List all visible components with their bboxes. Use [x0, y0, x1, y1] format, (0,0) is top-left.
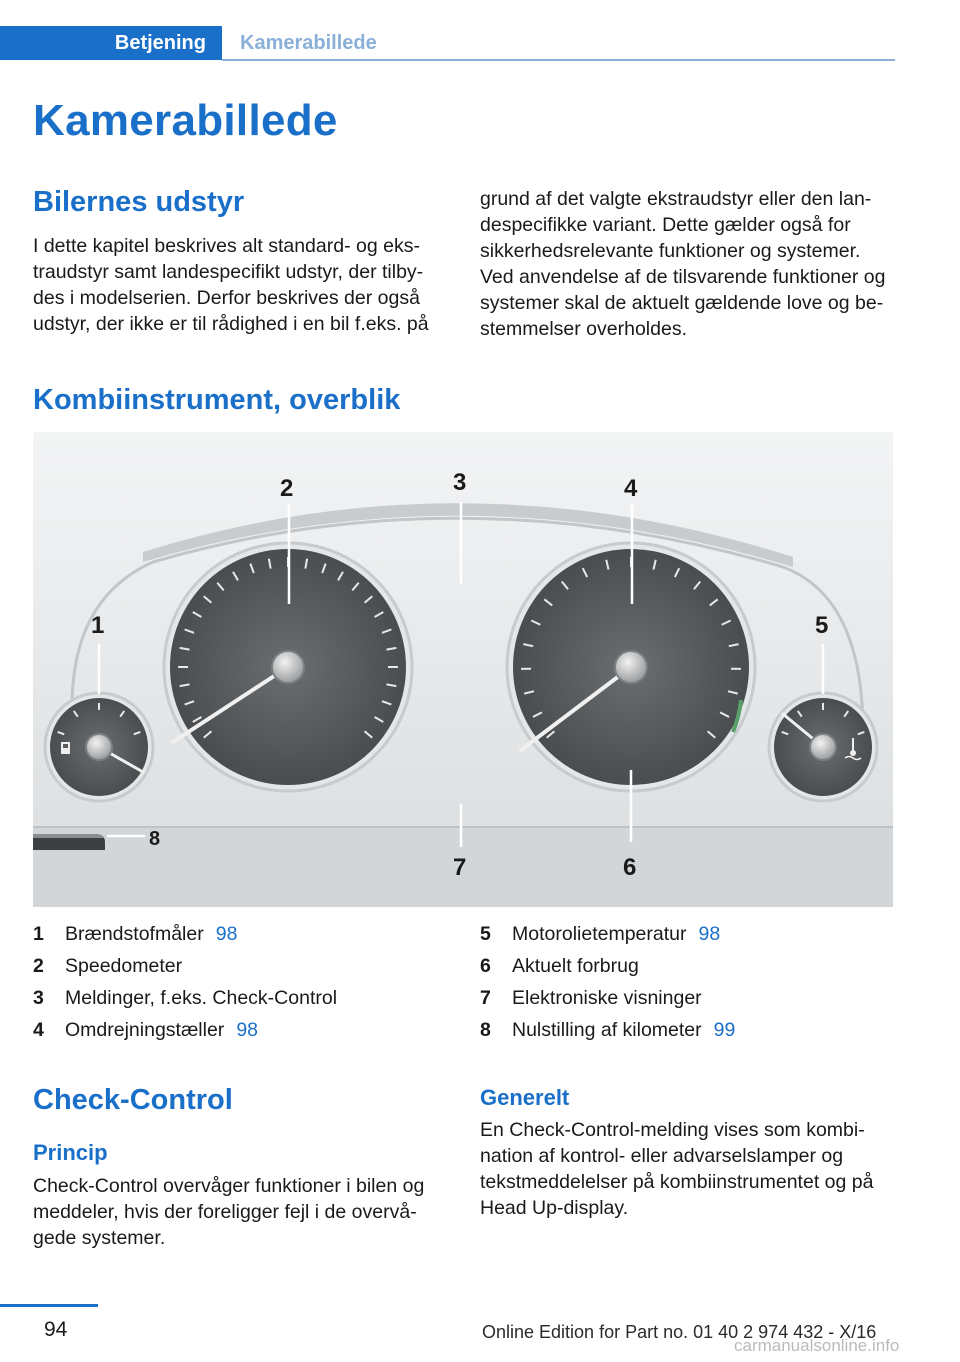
callout-7: 7 [453, 854, 467, 881]
section1-right-text: grund af det valgte ekstraudstyr eller den lan- despecifikke variant. Dette gælder også for sikkerhedsrelevante funktioner og systemer. Ved anvendelse af de tilsvarende funktioner og systemer skal de aktuelt gældende love og be- stemmelser overholdes. [480, 188, 886, 340]
section-heading-check-control: Check-Control [33, 1084, 233, 1116]
header-rule [222, 59, 895, 61]
fuel-pump-icon [61, 742, 70, 754]
legend-item: 2 Speedometer [33, 955, 183, 977]
page-title: Kamerabillede [33, 96, 338, 145]
odometer-reset-button [33, 834, 105, 850]
legend-left [33, 918, 337, 1046]
callout-3: 3 [453, 469, 467, 496]
edition-note: Online Edition for Part no. 01 40 2 974 432 - X/16 [482, 1322, 877, 1342]
callout-2: 2 [280, 475, 294, 502]
oil-temperature-gauge [769, 693, 877, 801]
fuel-gauge [45, 693, 153, 801]
callout-6: 6 [623, 854, 637, 881]
callout-1: 1 [91, 612, 105, 639]
page-ref-link[interactable]: 99 [713, 1019, 736, 1041]
legend-item: 4 Omdrejningstæller 98 [33, 1019, 259, 1041]
section-heading-kombiinstrument: Kombiinstrument, overblik [33, 384, 401, 416]
section1-left-text: I dette kapitel beskrives alt standard- og eks- traudstyr samt landespecifikt udstyr, der tilby- des i modelserien. Derfor beskrives der også udstyr, der ikke er til rådighed i en bil f.eks. på [33, 235, 429, 335]
tab-betjening[interactable]: Betjening [0, 26, 222, 60]
page-number: 94 [44, 1318, 68, 1341]
callout-5: 5 [815, 612, 829, 639]
page-ref-link[interactable]: 98 [698, 923, 721, 945]
page-ref-link[interactable]: 98 [215, 923, 238, 945]
legend-item: 3 Meldinger, f.eks. Check-Control [33, 987, 338, 1009]
instrument-cluster-figure [33, 432, 893, 907]
section3-right-text: En Check-Control-melding vises som kombi- nation af kontrol- eller advarselslamper og tekstmeddelelser på kombiinstrumentet og på Head Up-display. [480, 1119, 874, 1219]
legend-item: 6 Aktuelt forbrug [480, 955, 639, 977]
subheading-princip: Princip [33, 1140, 108, 1165]
section-heading-bilernes-udstyr: Bilernes udstyr [33, 186, 245, 218]
instrument-cluster-illustration [33, 432, 893, 907]
legend-right [480, 918, 735, 1046]
subheading-generelt: Generelt [480, 1085, 570, 1110]
legend-item: 8 Nulstilling af kilometer 99 [480, 1019, 736, 1041]
legend-item: 5 Motorolietemperatur 98 [480, 923, 721, 945]
legend-item: 7 Elektroniske visninger [480, 987, 702, 1009]
page-ref-link[interactable]: 98 [236, 1019, 259, 1041]
watermark: carmanualsonline.info [734, 1336, 900, 1355]
section3-left-text: Check-Control overvåger funktioner i bilen og meddeler, hvis der foreligger fejl i de overvå- gede systemer. [33, 1175, 425, 1249]
header-tabs [0, 26, 895, 62]
footer-rule [0, 1304, 98, 1307]
tab-kamerabillede[interactable]: Kamerabillede [240, 31, 377, 54]
callout-8: 8 [149, 828, 161, 850]
callout-4: 4 [624, 475, 638, 502]
legend-item: 1 Brændstofmåler 98 [33, 923, 238, 945]
